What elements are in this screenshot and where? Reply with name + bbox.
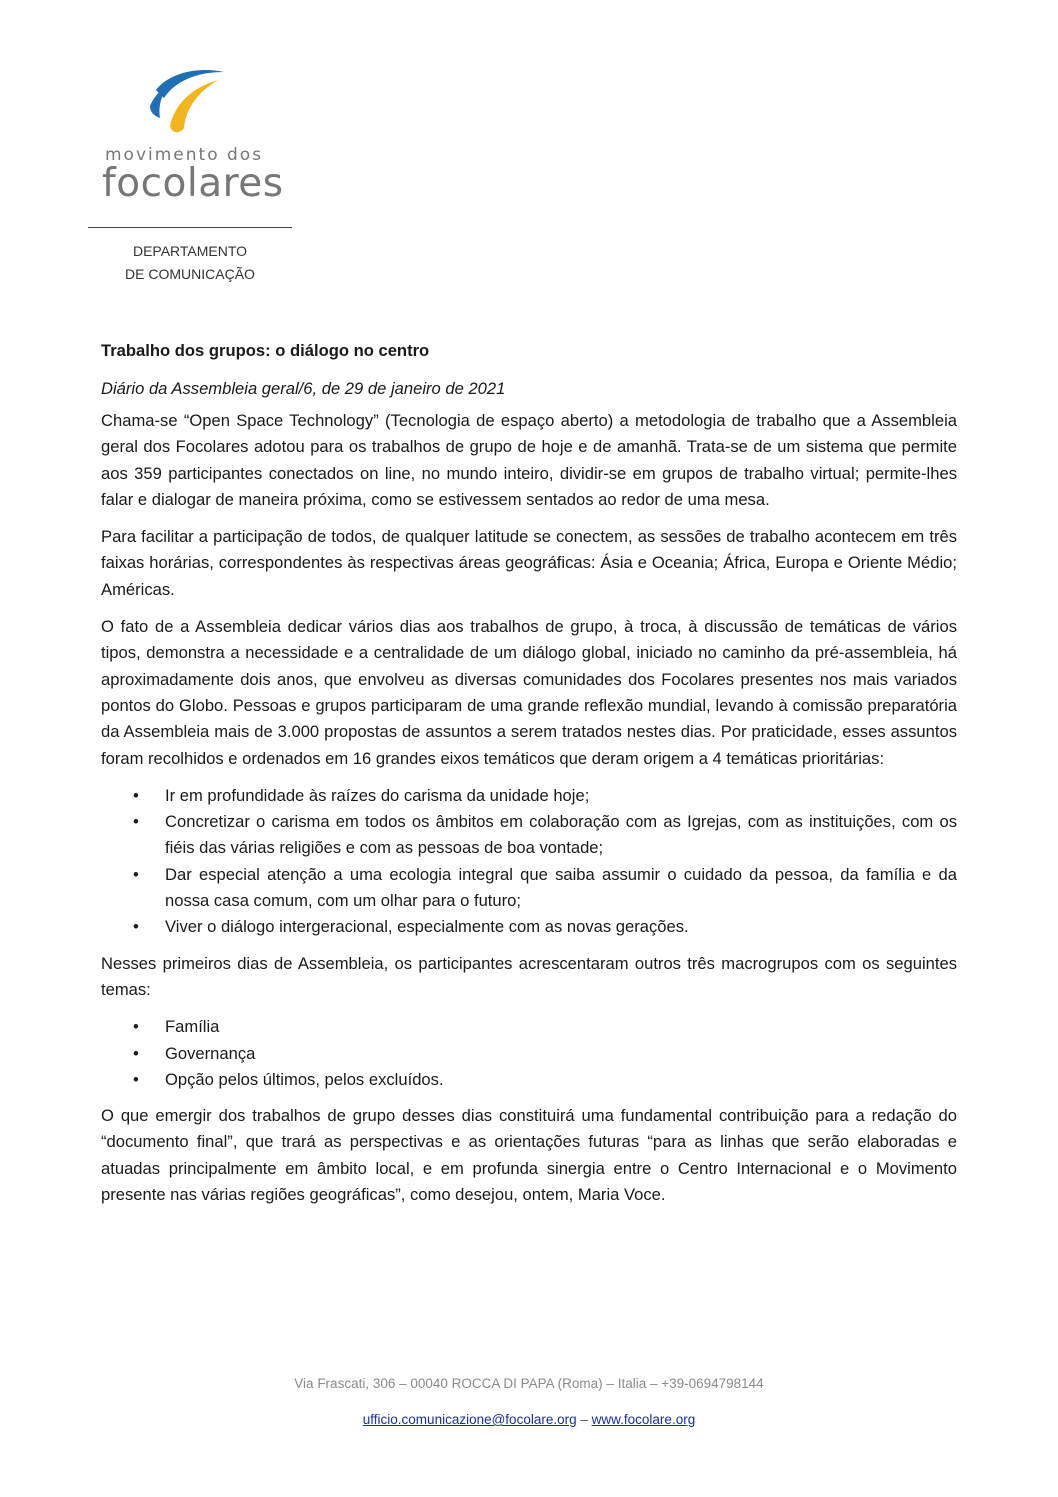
- list-item-text: Concretizar o carisma em todos os âmbitos em colaboração com as Igrejas, com as instituições, com os fiéis das várias religiões e com as pessoas de boa vontade;: [165, 812, 957, 858]
- focolare-swoosh-icon: [148, 66, 228, 138]
- article-title: Trabalho dos grupos: o diálogo no centro: [101, 341, 430, 360]
- logo-wordmark: focolares: [102, 161, 284, 206]
- bullet-icon: •: [133, 785, 139, 805]
- website-link[interactable]: www.focolare.org: [591, 1412, 696, 1427]
- bullet-icon: •: [133, 864, 139, 884]
- footer-address: Via Frascati, 306 – 00040 ROCCA DI PAPA (Roma) – Italia – +39-0694798144: [294, 1376, 764, 1391]
- list-item: [101, 914, 957, 940]
- paragraph-1: Chama-se “Open Space Technology” (Tecnologia de espaço aberto) a metodologia de trabalho que a Assembleia geral dos Focolares adotou para os trabalhos de grupo de hoje e de amanhã. Trata-se de um sistema que permite aos 359 participantes conectados on line, no mundo inteiro, dividir-se em grupos de trabalho virtual; permite-lhes falar e dialogar de maneira próxima, como se estivessem sentados ao redor de uma mesa.: [101, 411, 957, 509]
- paragraph-4: Nesses primeiros dias de Assembleia, os participantes acrescentaram outros três macrogrupos com os seguintes temas:: [101, 953, 957, 999]
- bullet-icon: •: [133, 1069, 139, 1089]
- list-item: [101, 783, 957, 809]
- list-item-text: Governança: [165, 1043, 256, 1063]
- department-line-1: DEPARTAMENTO: [132, 243, 248, 259]
- bullet-icon: •: [133, 1017, 139, 1037]
- macrogroups-list: [101, 1014, 957, 1093]
- list-item: [101, 1067, 957, 1093]
- paragraph-2: Para facilitar a participação de todos, de qualquer latitude se conectem, as sessões de trabalho acontecem em três faixas horárias, correspondentes às respectivas áreas geográficas: Ásia e Oceania; África, Europa e Oriente Médio; Américas.: [101, 527, 957, 599]
- list-item-text: Viver o diálogo intergeracional, especialmente com as novas gerações.: [165, 917, 689, 937]
- list-item: [101, 1014, 957, 1040]
- paragraph-3: O fato de a Assembleia dedicar vários dias aos trabalhos de grupo, à troca, à discussão de temáticas de vários tipos, demonstra a necessidade e a centralidade de um diálogo global, iniciado no caminho da pré-assembleia, há aproximadamente dois anos, que envolveu as diversas comunidades dos Focolares presentes nos mais variados pontos do Globo. Pessoas e grupos participaram de uma grande reflexão mundial, levando à comissão preparatória da Assembleia mais de 3.000 propostas de assuntos a serem tratados nestes dias. Por praticidade, esses assuntos foram recolhidos e ordenados em 16 grandes eixos temáticos que deram origem a 4 temáticas prioritárias:: [101, 617, 957, 768]
- header-divider: [88, 227, 292, 228]
- article-body: [101, 338, 957, 1219]
- list-item-text: Ir em profundidade às raízes do carisma da unidade hoje;: [165, 785, 590, 805]
- email-link[interactable]: ufficio.comunicazione@focolare.org: [362, 1412, 577, 1427]
- list-item: [101, 809, 957, 862]
- list-item-text: Família: [165, 1017, 220, 1037]
- priority-themes-list: [101, 783, 957, 941]
- bullet-icon: •: [133, 917, 139, 937]
- footer-separator: –: [580, 1412, 588, 1427]
- list-item: [101, 862, 957, 915]
- article-subtitle: Diário da Assembleia geral/6, de 29 de janeiro de 2021: [101, 379, 506, 398]
- list-item-text: Opção pelos últimos, pelos excluídos.: [165, 1069, 444, 1089]
- bullet-icon: •: [133, 812, 139, 832]
- list-item: [101, 1041, 957, 1067]
- list-item-text: Dar especial atenção a uma ecologia integral que saiba assumir o cuidado da pessoa, da família e da nossa casa comum, com um olhar para o futuro;: [165, 864, 957, 911]
- paragraph-5: O que emergir dos trabalhos de grupo desses dias constituirá uma fundamental contribuição para a redação do “documento final”, que trará as perspectivas e as orientações futuras “para as linhas que serão elaboradas e atuadas principalmente em âmbito local, e em profunda sinergia entre o Centro Internacional e o Movimento presente nas várias regiões geográficas”, como desejou, ontem, Maria Voce.: [101, 1106, 957, 1205]
- bullet-icon: •: [133, 1043, 139, 1063]
- footer-links: [0, 1412, 1058, 1427]
- logo-subtitle: movimento dos: [105, 145, 264, 165]
- department-line-2: DE COMUNICAÇÃO: [125, 266, 255, 282]
- department-label: [88, 240, 292, 286]
